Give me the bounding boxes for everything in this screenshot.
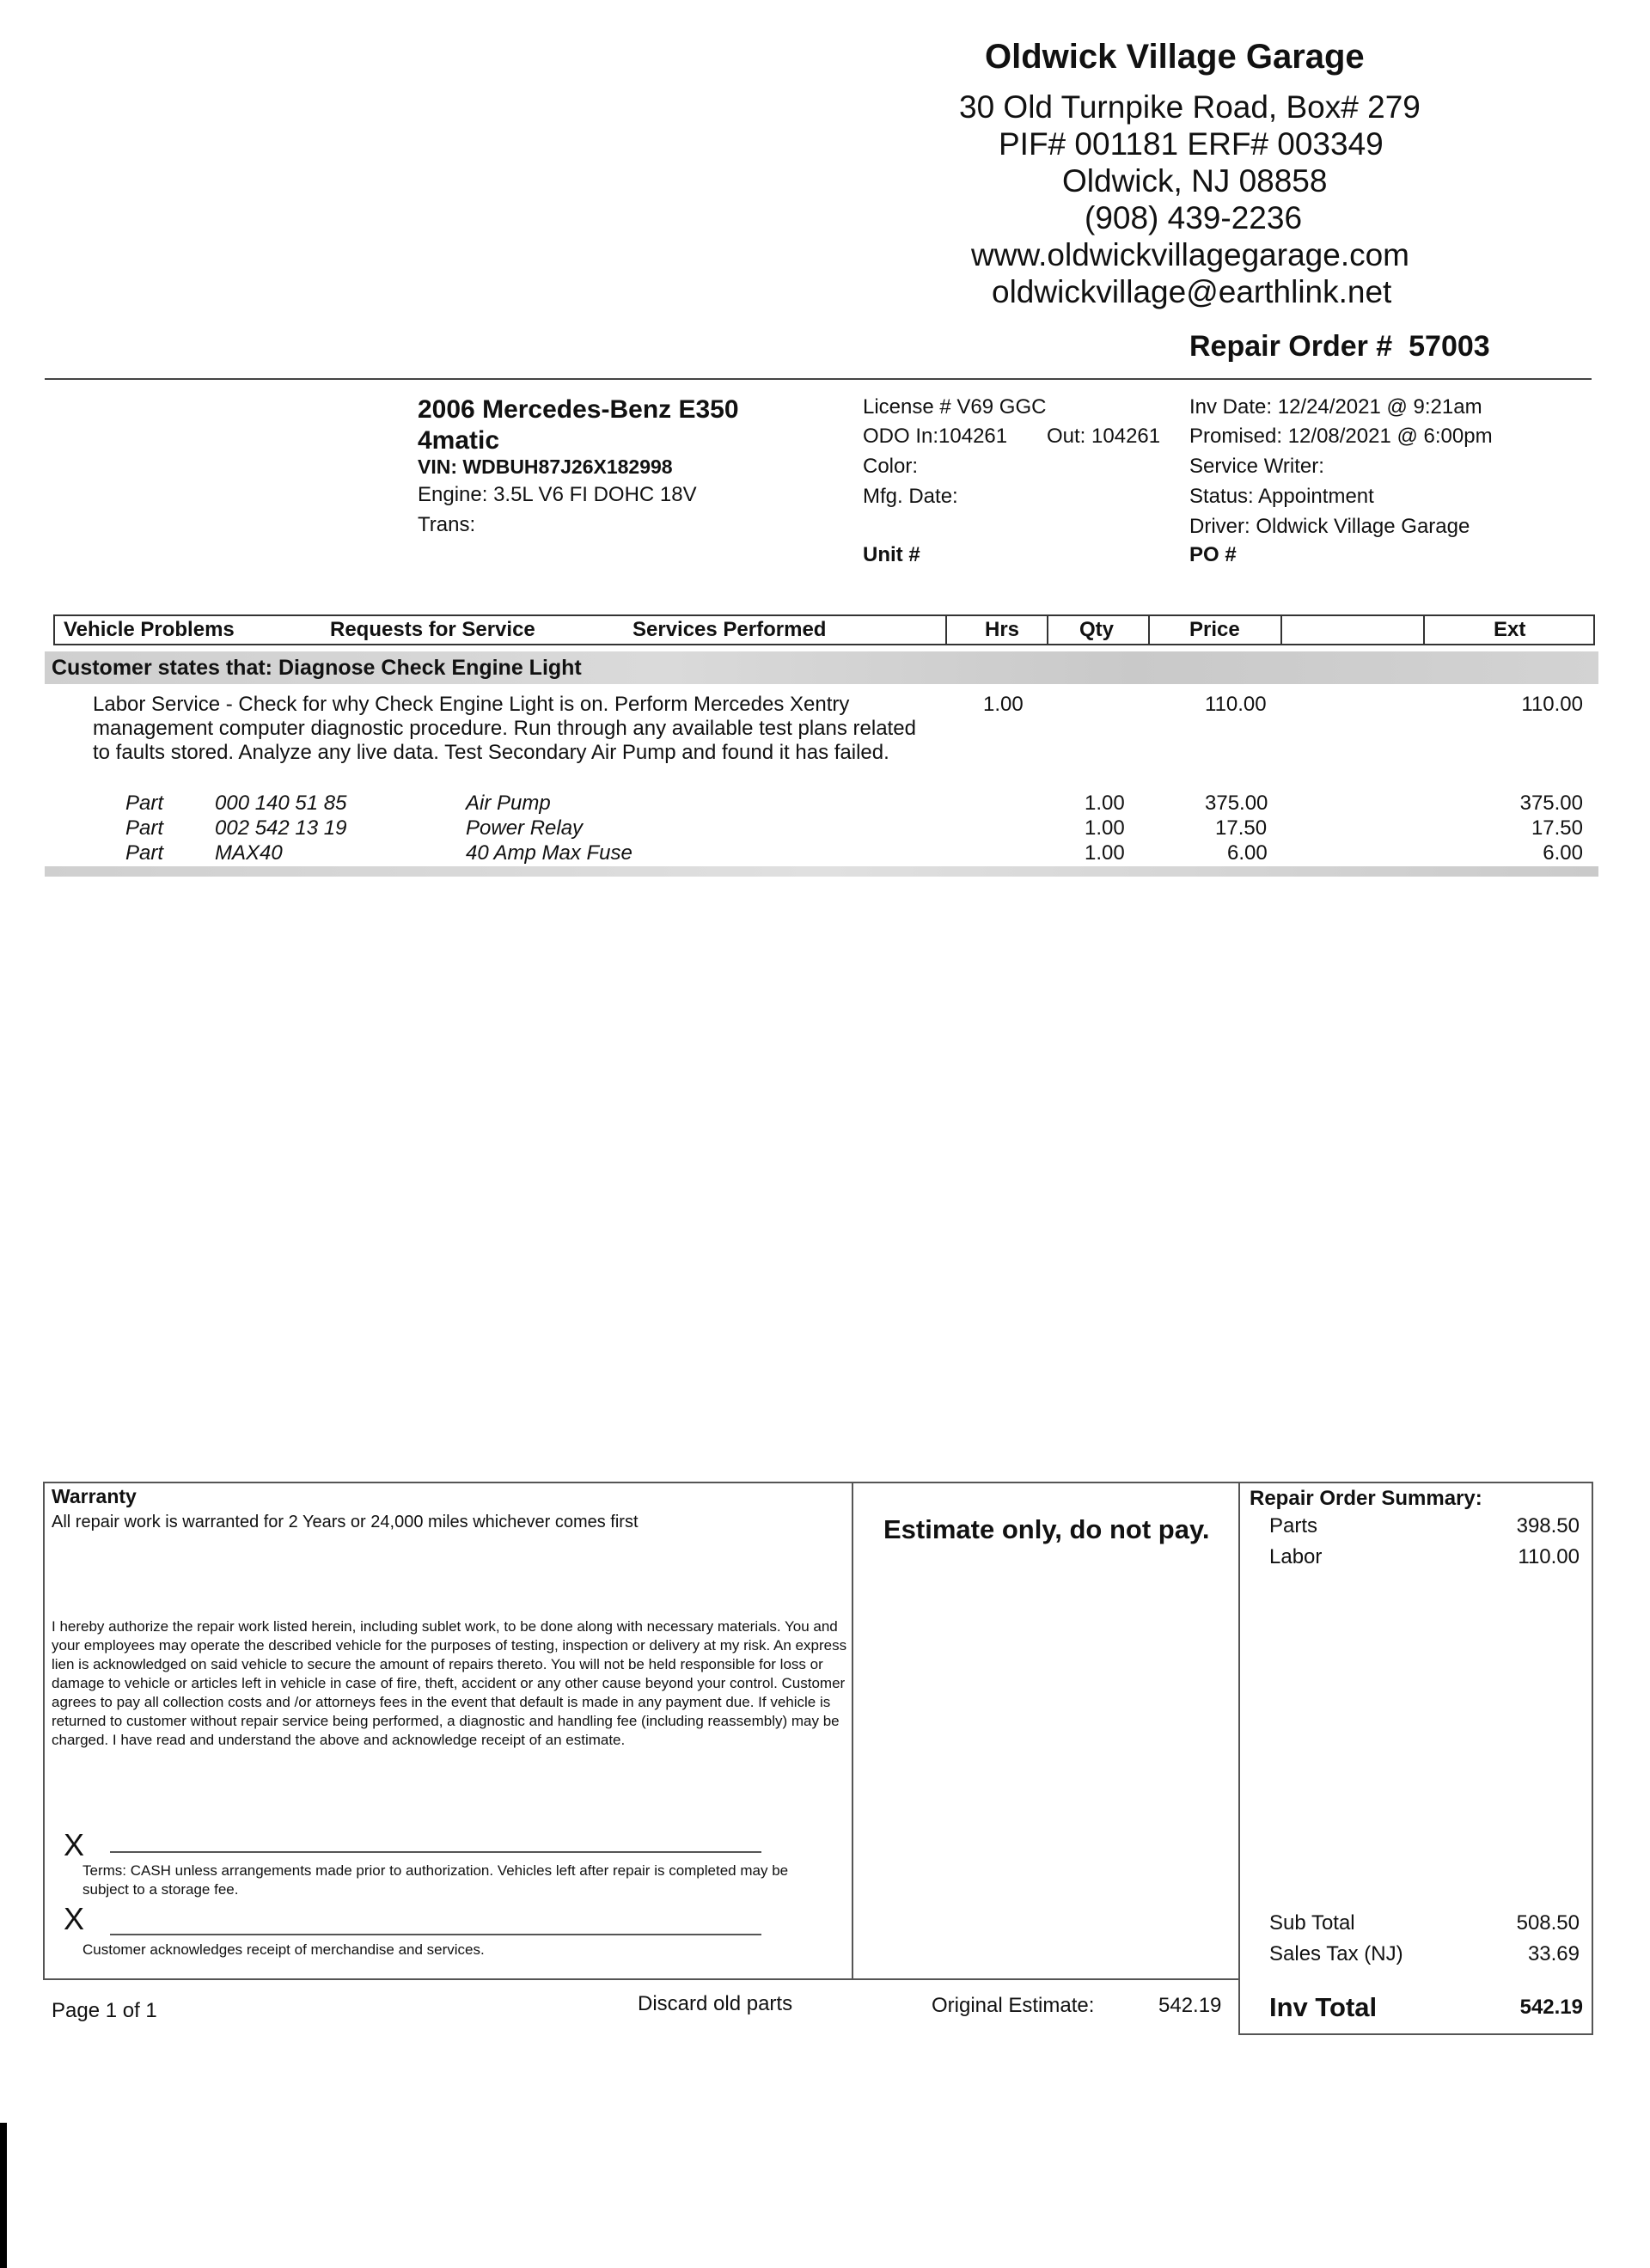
shop-website: www.oldwickvillagegarage.com [971, 237, 1409, 272]
discard-parts: Discard old parts [638, 1992, 793, 2015]
summary-title: Repair Order Summary: [1250, 1487, 1482, 1510]
unit-number: Unit # [863, 543, 920, 566]
problem-bar [45, 651, 1598, 684]
labor-hrs: 1.00 [983, 693, 1024, 716]
col-vehicle-problems: Vehicle Problems [64, 618, 235, 641]
color: Color: [863, 455, 919, 478]
part-name: 40 Amp Max Fuse [466, 841, 632, 865]
signature-line[interactable] [110, 1851, 761, 1853]
shop-ids: PIF# 001181 ERF# 003349 [999, 126, 1384, 162]
vehicle-title-2: 4matic [418, 426, 500, 455]
odo-in: ODO In:104261 [863, 425, 1008, 448]
inv-total-label: Inv Total [1269, 1992, 1378, 2022]
page-number: Page 1 of 1 [52, 1999, 157, 2022]
part-qty: 1.00 [1085, 816, 1125, 840]
part-number: 002 542 13 19 [215, 816, 347, 840]
col-requests: Requests for Service [330, 618, 535, 641]
scan-edge-mark [0, 2123, 7, 2268]
receipt-text: Customer acknowledges receipt of merchandise and services. [82, 1941, 485, 1958]
part-number: 000 140 51 85 [215, 792, 347, 815]
signature-mark: X [64, 1827, 85, 1862]
col-ext: Ext [1494, 618, 1526, 641]
summary-labor-value: 110.00 [1518, 1545, 1580, 1568]
part-ext: 17.50 [1531, 816, 1583, 840]
col-sep [1423, 616, 1425, 644]
part-type: Part [125, 841, 164, 865]
part-type: Part [125, 792, 164, 815]
shop-name: Oldwick Village Garage [985, 38, 1365, 76]
estimate-box [852, 1482, 1240, 1980]
original-estimate-value: 542.19 [1158, 1994, 1222, 2017]
summary-parts-label: Parts [1269, 1514, 1318, 1537]
shop-address: 30 Old Turnpike Road, Box# 279 [959, 89, 1421, 125]
col-hrs: Hrs [985, 618, 1020, 641]
inv-total-value: 542.19 [1519, 1996, 1583, 2019]
inv-date: Inv Date: 12/24/2021 @ 9:21am [1189, 395, 1482, 419]
status: Status: Appointment [1189, 485, 1374, 508]
po-number: PO # [1189, 543, 1237, 566]
promised-date: Promised: 12/08/2021 @ 6:00pm [1189, 425, 1493, 448]
part-name: Power Relay [466, 816, 584, 840]
labor-description: Labor Service - Check for why Check Engine Light is on. Perform Mercedes Xentry management computer diagnostic procedure. Run through any available test plans related to faults stored. Analyze any live data. Test Secondary Air Pump and found it has failed. [93, 693, 916, 764]
table-header [53, 614, 1595, 645]
part-price: 375.00 [1205, 792, 1268, 815]
summary-labor-label: Labor [1269, 1545, 1323, 1568]
part-qty: 1.00 [1085, 792, 1125, 815]
signature-mark: X [64, 1901, 85, 1936]
col-price: Price [1189, 618, 1240, 641]
driver: Driver: Oldwick Village Garage [1189, 515, 1470, 538]
col-sep [1280, 616, 1282, 644]
estimate-note: Estimate only, do not pay. [883, 1514, 1210, 1544]
vehicle-vin: VIN: WDBUH87J26X182998 [418, 455, 673, 478]
authorization-text: I hereby authorize the repair work listed herein, including sublet work, to be done along with necessary materials. You and your employees may operate the described vehicle for the purposes of testing, inspection or delivery at my risk. An express lien is acknowledged on said vehicle to secure the amount of repairs thereto. You will not be held responsible for loss or damage to vehicle or articles left in vehicle in case of fire, theft, accident or any other cause beyond your control. Customer agrees to pay all collection costs and /or attorneys fees in the event that default is made in any payment due. If vehicle is returned to customer without repair service being performed, a diagnostic and handling fee (including reassembly) may be charged. I have read and understand the above and acknowledge receipt of an estimate. [52, 1618, 847, 1748]
vehicle-engine: Engine: 3.5L V6 FI DOHC 18V [418, 483, 697, 506]
repair-order-value: 57003 [1409, 330, 1490, 363]
odo-out: Out: 104261 [1047, 425, 1161, 448]
part-number: MAX40 [215, 841, 283, 865]
col-sep [1148, 616, 1150, 644]
license: License # V69 GGC [863, 395, 1047, 419]
sales-tax-value: 33.69 [1527, 1942, 1580, 1965]
vehicle-title: 2006 Mercedes-Benz E350 [418, 395, 739, 424]
subtotal-label: Sub Total [1269, 1911, 1355, 1935]
col-services: Services Performed [632, 618, 827, 641]
original-estimate-label: Original Estimate: [932, 1994, 1095, 2017]
repair-order-number [1189, 330, 1490, 364]
repair-order-label: Repair Order # [1189, 330, 1393, 363]
labor-price: 110.00 [1205, 693, 1267, 716]
table-bottom-bar [45, 866, 1598, 877]
part-qty: 1.00 [1085, 841, 1125, 865]
part-type: Part [125, 816, 164, 840]
header-divider [45, 378, 1592, 380]
col-qty: Qty [1079, 618, 1115, 641]
vehicle-trans: Trans: [418, 513, 476, 536]
warranty-text: All repair work is warranted for 2 Years or 24,000 miles whichever comes first [52, 1513, 639, 1531]
terms-text: Terms: CASH unless arrangements made prior to authorization. Vehicles left after repair is completed may be subject to a storage fee. [82, 1862, 789, 1898]
mfg-date: Mfg. Date: [863, 485, 958, 508]
sales-tax-label: Sales Tax (NJ) [1269, 1942, 1403, 1965]
part-name: Air Pump [466, 792, 551, 815]
subtotal-value: 508.50 [1516, 1911, 1580, 1935]
summary-parts-value: 398.50 [1516, 1514, 1580, 1537]
warranty-title: Warranty [52, 1485, 137, 1507]
customer-problem: Customer states that: Diagnose Check Engine Light [52, 656, 582, 680]
part-price: 17.50 [1215, 816, 1268, 840]
shop-city: Oldwick, NJ 08858 [1062, 163, 1328, 199]
labor-ext: 110.00 [1521, 693, 1583, 716]
part-price: 6.00 [1227, 841, 1268, 865]
shop-phone: (908) 439-2236 [1085, 200, 1303, 235]
shop-email: oldwickvillage@earthlink.net [992, 274, 1392, 309]
part-ext: 375.00 [1519, 792, 1583, 815]
service-writer: Service Writer: [1189, 455, 1324, 478]
signature-line[interactable] [110, 1934, 761, 1935]
col-sep [1047, 616, 1048, 644]
col-sep [945, 616, 947, 644]
part-ext: 6.00 [1543, 841, 1583, 865]
